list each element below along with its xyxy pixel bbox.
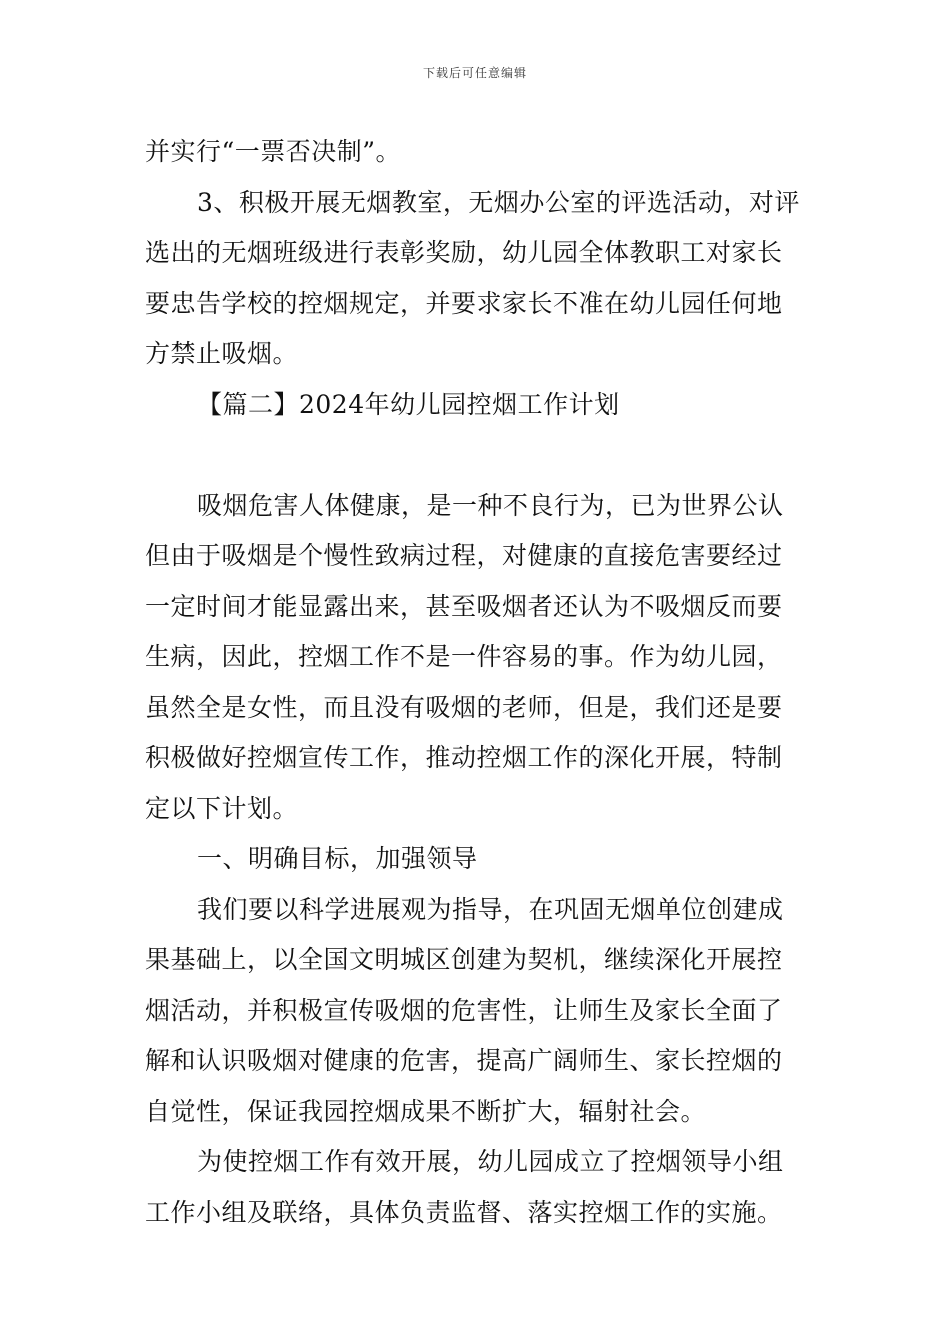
text-line: 我们要以科学进展观为指导，在巩固无烟单位创建成 — [197, 894, 784, 924]
page-header: 下载后可任意编辑 — [422, 66, 527, 80]
text-line: 3、积极开展无烟教室，无烟办公室的评选活动，对评 — [197, 187, 800, 217]
text-line: 烟活动，并积极宣传吸烟的危害性，让师生及家长全面了 — [145, 995, 783, 1025]
text-line: 但由于吸烟是个慢性致病过程，对健康的直接危害要经过 — [145, 541, 783, 570]
text-line: 工作小组及联络，具体负责监督、落实控烟工作的实施。 — [145, 1197, 783, 1227]
text-line: 吸烟危害人体健康，是一种不良行为，已为世界公认 — [197, 490, 784, 520]
text-line: 选出的无烟班级进行表彰奖励，幼儿园全体教职工对家长 — [145, 238, 783, 267]
text-line: 要忠告学校的控烟规定，并要求家长不准在幼儿园任何地 — [145, 288, 783, 318]
text-line: 并实行“一票否决制”。 — [145, 137, 402, 166]
text-line: 果基础上，以全国文明城区创建为契机，继续深化开展控 — [145, 945, 783, 974]
text-line: 一定时间才能显露出来，甚至吸烟者还认为不吸烟反而要 — [145, 591, 783, 621]
text-line: 定以下计划。 — [145, 793, 299, 823]
text-line: 虽然全是女性，而且没有吸烟的老师，但是，我们还是要 — [145, 692, 783, 722]
text-line: 积极做好控烟宣传工作，推动控烟工作的深化开展，特制 — [145, 743, 783, 772]
text-line: 为使控烟工作有效开展，幼儿园成立了控烟领导小组 — [197, 1147, 784, 1176]
subsection-heading: 一、明确目标，加强领导 — [197, 844, 478, 873]
section-heading: 【篇二】2024年幼儿园控烟工作计划 — [197, 389, 620, 419]
blank-line — [145, 430, 810, 481]
text-line: 方禁止吸烟。 — [145, 339, 299, 368]
document-body — [145, 127, 810, 1238]
text-line: 自觉性，保证我园控烟成果不断扩大，辐射社会。 — [145, 1096, 707, 1126]
text-line: 生病，因此，控烟工作不是一件容易的事。作为幼儿园， — [145, 642, 783, 671]
text-line: 解和认识吸烟对健康的危害，提高广阔师生、家长控烟的 — [145, 1046, 783, 1075]
